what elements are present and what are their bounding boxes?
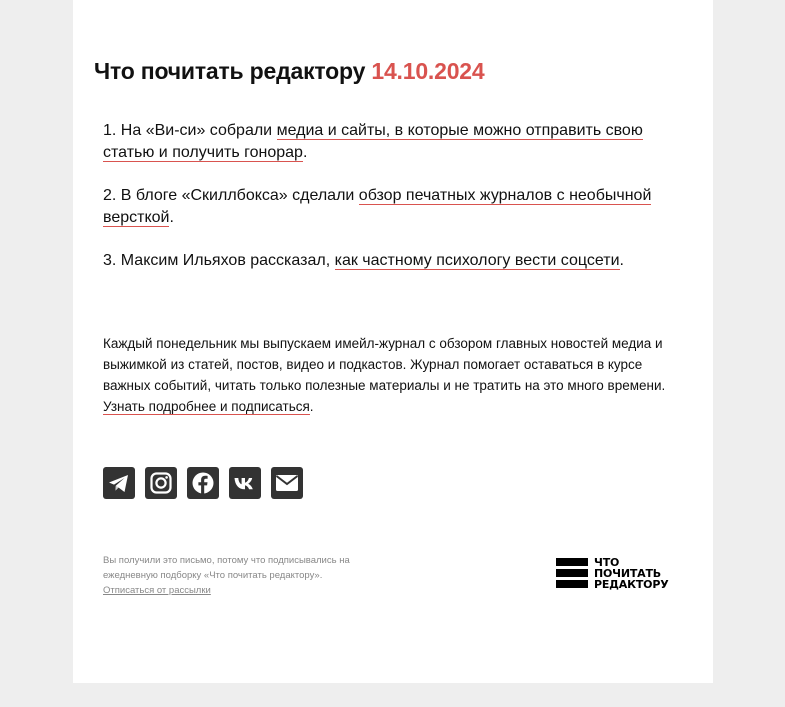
email-icon[interactable] bbox=[271, 467, 303, 499]
newsletter-card bbox=[73, 0, 713, 683]
logo-bars-icon bbox=[556, 558, 588, 588]
instagram-icon[interactable] bbox=[145, 467, 177, 499]
footer-text: Вы получили это письмо, потому что подписывались на ежедневную подборку «Что почитать редактору». bbox=[103, 555, 350, 581]
logo-line: ПОЧИТАТЬ bbox=[594, 567, 661, 580]
unsubscribe-link[interactable]: Отписаться от рассылки bbox=[103, 585, 211, 596]
page-title bbox=[94, 58, 485, 85]
item-suffix: . bbox=[302, 144, 308, 161]
logo-line: ЧТО bbox=[594, 556, 620, 569]
item-text: 2. В блоге «Скиллбокса» сделали bbox=[103, 187, 359, 204]
list-item bbox=[103, 120, 663, 164]
item-suffix: . bbox=[169, 209, 174, 226]
item-suffix: . bbox=[619, 252, 624, 269]
article-link[interactable]: обзор печатных журналов с необычной версткой bbox=[103, 187, 652, 226]
issue-date: 14.10.2024 bbox=[371, 58, 485, 84]
article-link[interactable]: как частному психологу вести соцсети bbox=[334, 252, 620, 269]
logo-text bbox=[594, 557, 668, 590]
logo-line: РЕДАКТОРУ bbox=[594, 578, 669, 591]
about-text bbox=[103, 333, 688, 417]
subscribe-link[interactable]: Узнать подробнее и подписаться bbox=[103, 399, 310, 414]
footer-note bbox=[103, 553, 393, 598]
vk-icon[interactable] bbox=[229, 467, 261, 499]
title-text: Что почитать редактору bbox=[94, 58, 366, 84]
brand-logo[interactable] bbox=[556, 557, 686, 593]
item-text: 3. Максим Ильяхов рассказал, bbox=[103, 252, 335, 269]
telegram-icon[interactable] bbox=[103, 467, 135, 499]
item-text: 1. На «Ви-си» собрали bbox=[103, 122, 277, 139]
about-body: Каждый понедельник мы выпускаем имейл-журнал с обзором главных новостей медиа и выжимкой из статей, постов, видео и подкастов. Журнал помогает оставаться в курсе важных событий, читать только полезные материалы и не тратить на это много времени. bbox=[103, 336, 666, 393]
article-list bbox=[103, 120, 663, 293]
list-item bbox=[103, 185, 663, 229]
facebook-icon[interactable] bbox=[187, 467, 219, 499]
list-item bbox=[103, 250, 663, 272]
social-links bbox=[103, 467, 303, 499]
article-link[interactable]: медиа и сайты, в которые можно отправить свою статью и получить гонорар bbox=[103, 122, 643, 161]
about-suffix: . bbox=[309, 399, 314, 414]
